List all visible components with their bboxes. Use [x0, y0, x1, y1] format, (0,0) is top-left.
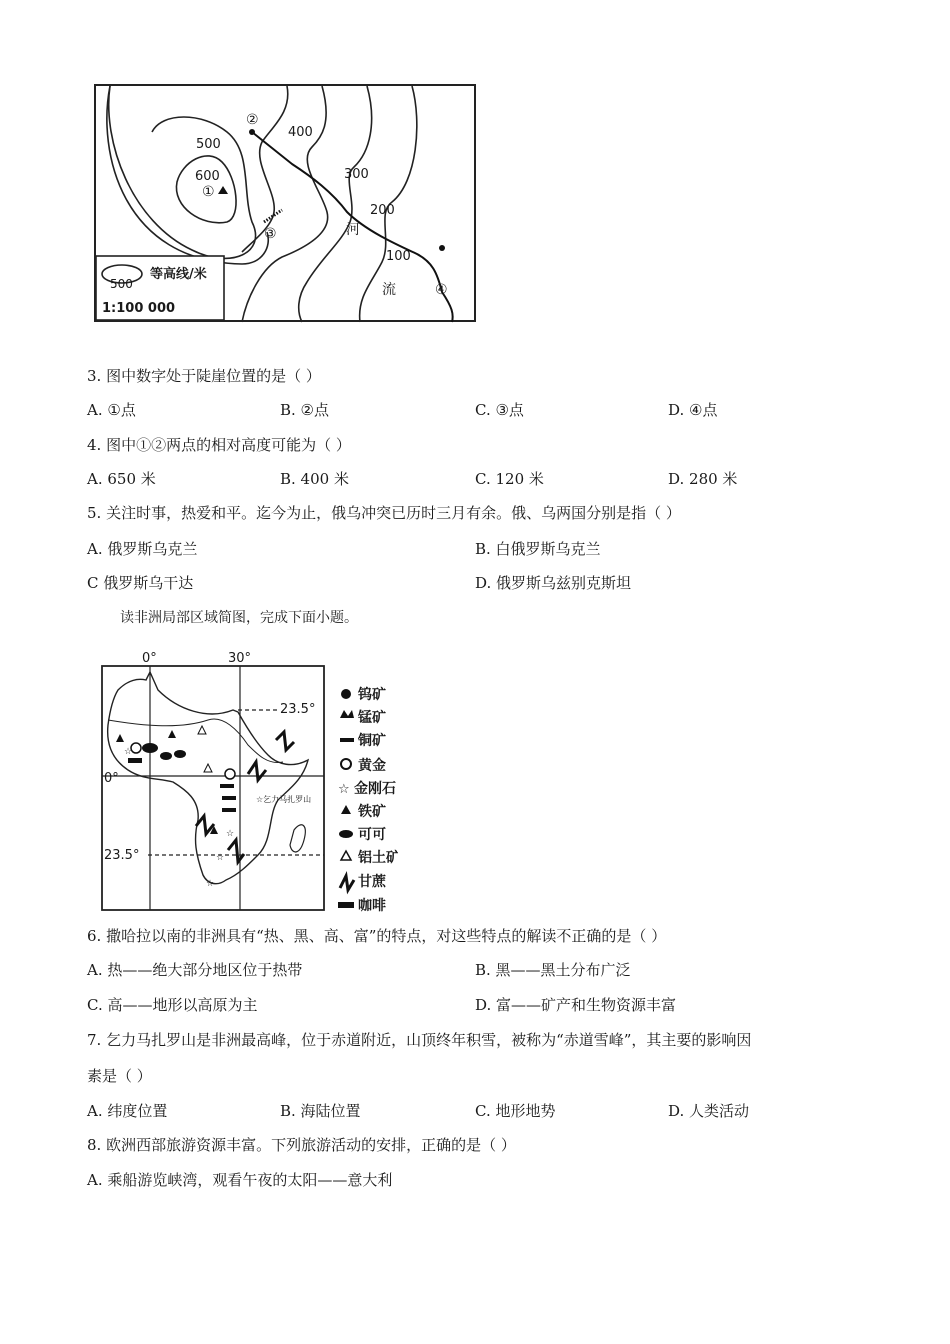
contour-label-100: 100 [386, 249, 411, 264]
question-6-option-c: C. 高——地形以高原为主 [87, 996, 258, 1014]
kilimanjaro-label: ☆乞力马扎罗山 [256, 795, 312, 804]
lon-label-0: 0° [142, 651, 157, 666]
lat-label-equator: 0° [104, 771, 119, 786]
lat-label-north: 23.5° [280, 702, 316, 717]
question-3-option-b: B. ②点 [280, 401, 330, 419]
map-intro-text: 读非洲局部区域简图，完成下面小题。 [120, 610, 358, 626]
legend-bauxite: 铝土矿 [358, 850, 398, 866]
madagascar-outline [290, 825, 305, 852]
legend-contour-label: 等高线/米 [150, 267, 207, 282]
legend-manganese: 锰矿 [358, 710, 386, 726]
legend-coffee: 咖啡 [358, 898, 386, 914]
contour-label-200: 200 [370, 203, 395, 218]
question-7-option-c: C. 地形地势 [475, 1102, 556, 1120]
question-4-option-c: C. 120 米 [475, 470, 544, 488]
contour-label-300: 300 [344, 167, 369, 182]
question-5-option-d: D. 俄罗斯乌兹别克斯坦 [475, 574, 632, 592]
question-3-option-a: A. ①点 [87, 401, 136, 419]
question-5-option-b: B. 白俄罗斯乌克兰 [475, 540, 601, 558]
question-4-option-a: A. 650 米 [87, 470, 156, 488]
lat-label-south: 23.5° [104, 848, 140, 863]
river-char-2: 流 [382, 282, 396, 298]
point-4-dot [439, 245, 445, 251]
svg-text:☆: ☆ [206, 879, 215, 889]
question-4-option-d: D. 280 米 [668, 470, 738, 488]
contour-200 [299, 86, 372, 322]
africa-map-svg [98, 650, 398, 914]
svg-text:☆: ☆ [338, 782, 350, 797]
question-6-option-d: D. 富——矿产和生物资源丰富 [475, 996, 677, 1014]
legend-contour-value: 500 [110, 277, 133, 291]
contour-label-500: 500 [196, 137, 221, 152]
contour-label-600: 600 [195, 169, 220, 184]
river-char-1: 河 [346, 222, 360, 238]
svg-text:☆: ☆ [216, 853, 225, 863]
question-8-stem: 8. 欧洲西部旅游资源丰富。下列旅游活动的安排，正确的是（ ） [87, 1136, 516, 1154]
question-7-option-d: D. 人类活动 [668, 1102, 750, 1120]
svg-text:☆: ☆ [226, 829, 235, 839]
resource-legend [338, 686, 398, 914]
africa-map-figure [98, 650, 398, 914]
question-3-stem: 3. 图中数字处于陡崖位置的是（ ） [87, 367, 321, 385]
question-4-option-b: B. 400 米 [280, 470, 349, 488]
legend-cocoa: 可可 [358, 827, 386, 843]
contour-map-figure [92, 82, 480, 326]
question-6-option-a: A. 热——绝大部分地区位于热带 [87, 961, 303, 979]
question-5-stem: 5. 关注时事，热爱和平。迄今为止，俄乌冲突已历时三月有余。俄、乌两国分别是指（ ） [87, 504, 681, 522]
question-7-stem-line2: 素是（ ） [87, 1067, 152, 1085]
question-3-option-d: D. ④点 [668, 401, 718, 419]
scale-label: 1:100 000 [102, 301, 176, 316]
legend-iron: 铁矿 [358, 804, 386, 820]
point-4-label: ④ [435, 282, 448, 298]
question-5-option-a: A. 俄罗斯乌克兰 [87, 540, 198, 558]
legend-sugarcane: 甘蔗 [358, 874, 386, 890]
question-7-option-b: B. 海陆位置 [280, 1102, 361, 1120]
lon-label-30: 30° [228, 651, 252, 666]
legend-diamond: 金刚石 [354, 781, 396, 797]
point-2-dot [249, 129, 255, 135]
peak-triangle [218, 186, 228, 194]
point-3-label: ③ [264, 226, 277, 242]
question-6-stem: 6. 撒哈拉以南的非洲具有“热、黑、高、富”的特点，对这些特点的解读不正确的是（ ） [87, 927, 667, 945]
legend-tungsten: 钨矿 [358, 687, 386, 703]
contour-label-400: 400 [288, 125, 313, 140]
point-2-label: ② [246, 112, 259, 128]
legend-gold: 黄金 [358, 758, 386, 774]
question-3-option-c: C. ③点 [475, 401, 524, 419]
question-7-option-a: A. 纬度位置 [87, 1102, 168, 1120]
contour-map-svg [92, 82, 480, 326]
question-5-option-c: C 俄罗斯乌干达 [87, 574, 194, 592]
question-6-option-b: B. 黑——黑土分布广泛 [475, 961, 631, 979]
question-7-stem-line1: 7. 乞力马扎罗山是非洲最高峰，位于赤道附近，山顶终年积雪，被称为“赤道雪峰”，其主要的影响因 [87, 1031, 752, 1049]
legend-copper: 铜矿 [358, 733, 386, 749]
contour-outer [107, 86, 268, 264]
point-1-label: ① [202, 184, 215, 200]
question-8-option-a: A. 乘船游览峡湾，观看午夜的太阳——意大利 [87, 1171, 393, 1189]
svg-text:☆: ☆ [124, 747, 133, 757]
question-4-stem: 4. 图中①②两点的相对高度可能为（ ） [87, 436, 351, 454]
